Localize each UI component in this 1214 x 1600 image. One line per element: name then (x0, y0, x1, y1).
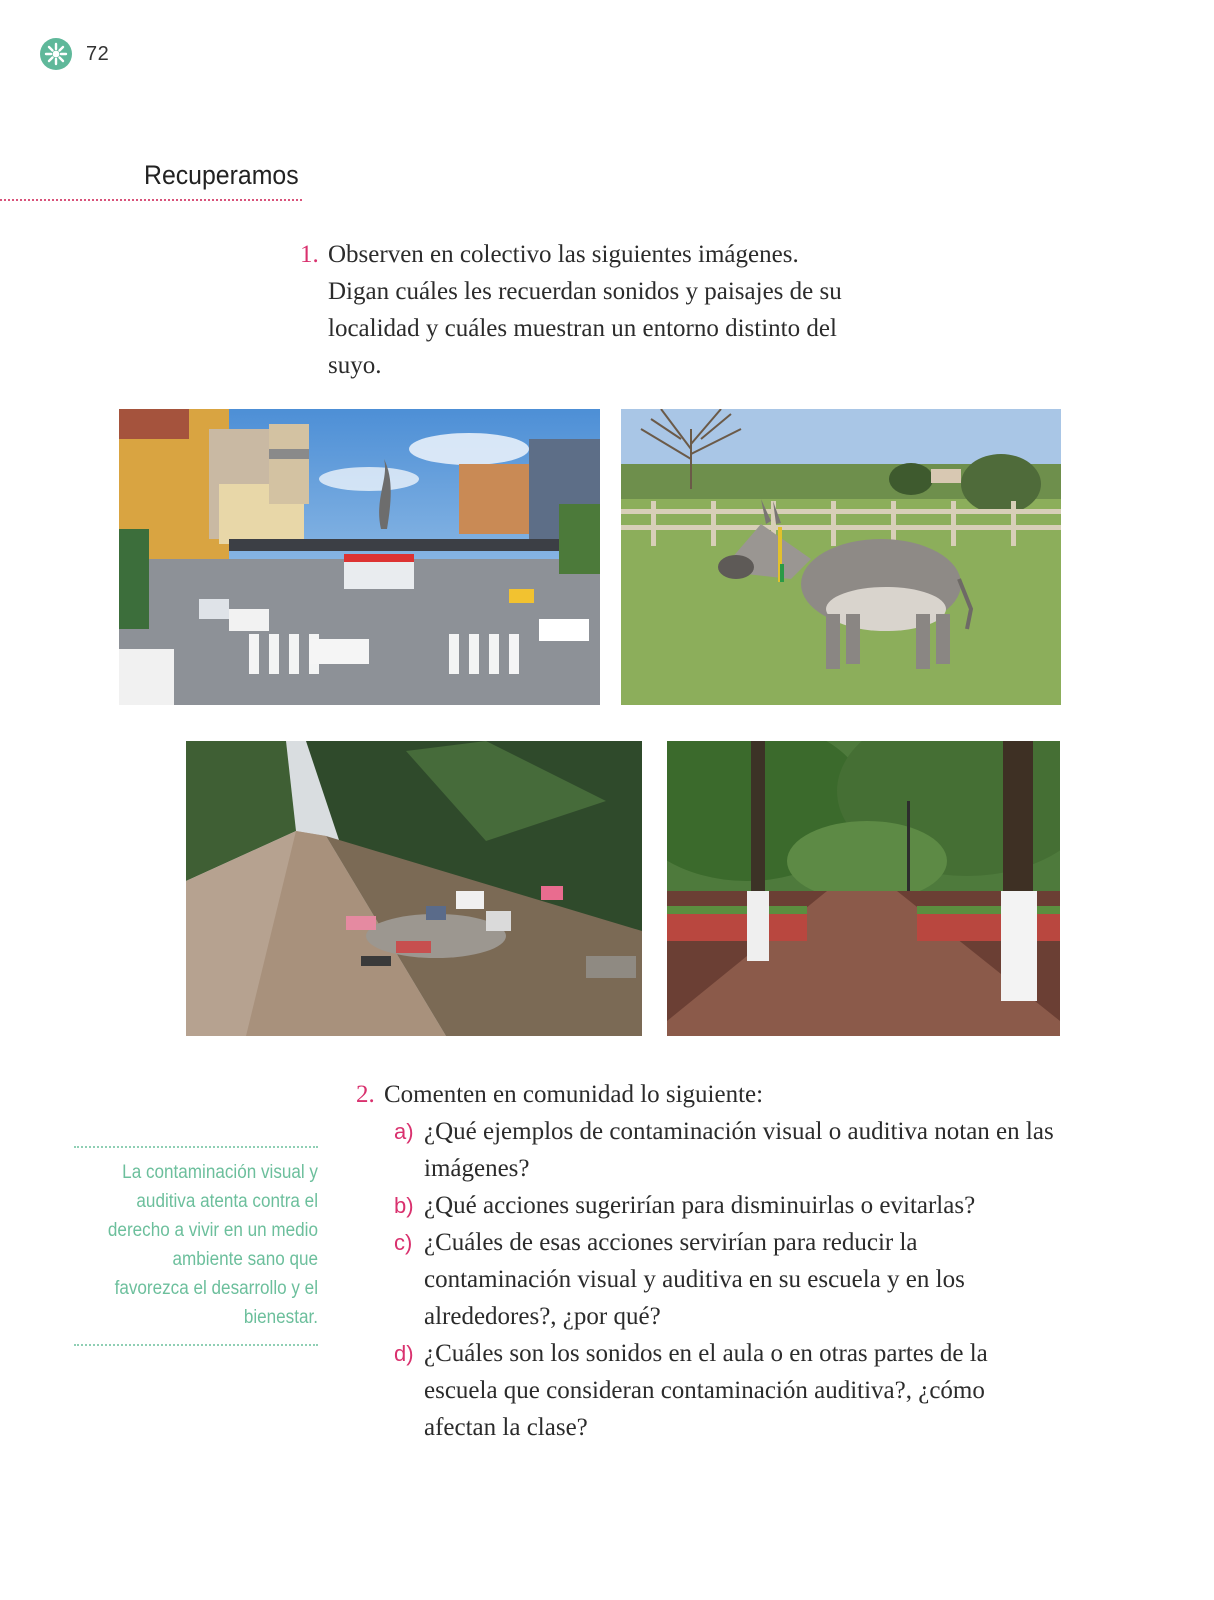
list-item (356, 1113, 1056, 1187)
park-path-photo (667, 741, 1060, 1036)
question-1-number: 1. (300, 241, 319, 268)
section-divider (0, 199, 302, 201)
sidenote-box (74, 1146, 318, 1346)
question-2 (356, 1076, 1056, 1446)
list-item-text: ¿Qué acciones sugerirían para disminuirlas o evitarlas? (424, 1192, 976, 1219)
city-street-photo (119, 409, 600, 705)
list-item-letter: c) (394, 1230, 413, 1255)
list-item-letter: a) (394, 1119, 414, 1144)
section-title: Recuperamos (144, 160, 299, 190)
donkey-field-photo (621, 409, 1061, 705)
list-item (356, 1187, 1056, 1224)
sun-gear-icon (40, 38, 72, 70)
list-item-letter: d) (394, 1341, 414, 1366)
list-item (356, 1335, 1056, 1446)
question-2-list (356, 1113, 1056, 1446)
list-item (356, 1224, 1056, 1335)
list-item-text: ¿Cuáles son los sonidos en el aula o en otras partes de la escuela que consideran contaminación auditiva?, ¿cómo afectan la clase? (424, 1340, 988, 1441)
page-number-block (40, 38, 109, 70)
sidenote-text: La contaminación visual y auditiva atenta contra el derecho a vivir en un medio ambiente sano que favorezca el desarrollo y el bienestar. (107, 1162, 319, 1328)
list-item-text: ¿Cuáles de esas acciones servirían para reducir la contaminación visual y auditiva en su escuela y en los alrededores?, ¿por qué? (424, 1229, 965, 1330)
list-item-letter: b) (394, 1193, 414, 1218)
question-2-number: 2. (356, 1081, 375, 1108)
question-1-text: Observen en colectivo las siguientes imágenes. Digan cuáles les recuerdan sonidos y paisajes de su localidad y cuáles muestran un entorno distinto del suyo. (328, 241, 842, 379)
page-number: 72 (86, 42, 110, 65)
question-1 (300, 236, 860, 384)
list-item-text: ¿Qué ejemplos de contaminación visual o auditiva notan en las imágenes? (424, 1118, 1054, 1182)
question-2-text: Comenten en comunidad lo siguiente: (384, 1081, 764, 1108)
roadside-trash-photo (186, 741, 642, 1036)
